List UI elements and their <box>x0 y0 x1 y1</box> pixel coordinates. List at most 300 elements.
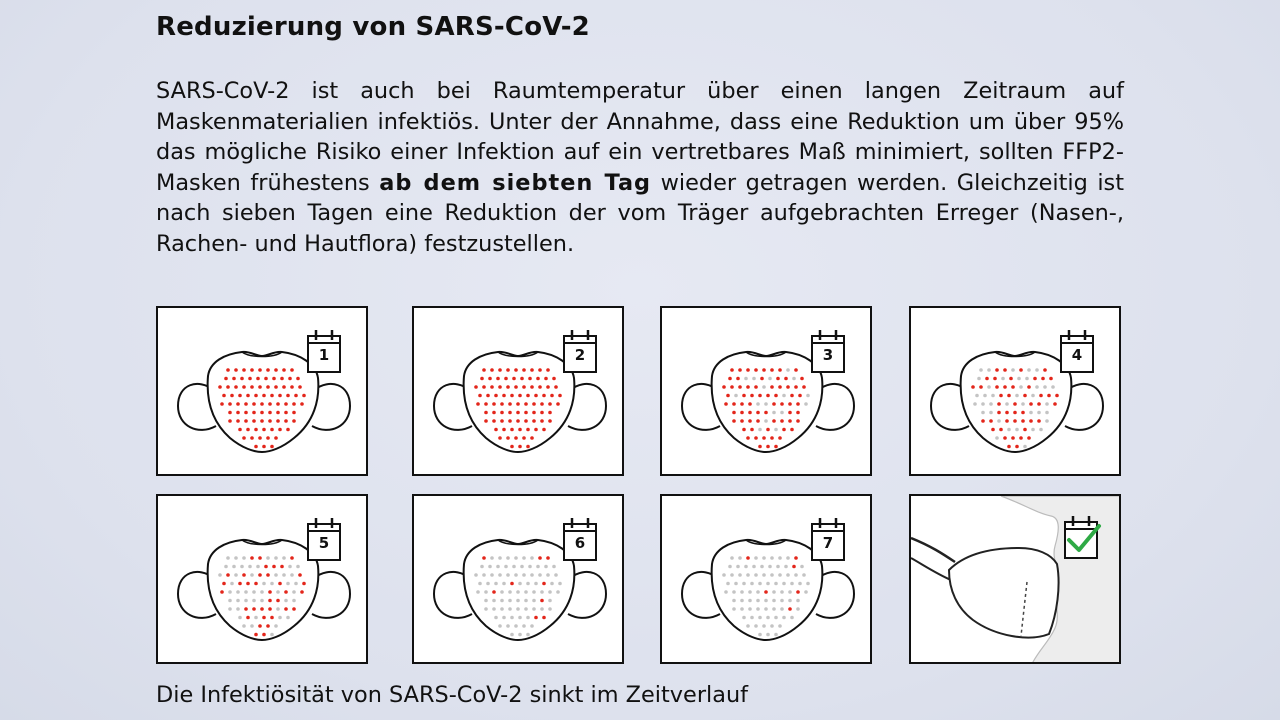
virus-dot-inactive <box>510 633 514 637</box>
virus-dot-active <box>1011 436 1015 440</box>
virus-dot-inactive <box>518 582 522 586</box>
virus-dot-active <box>274 368 278 372</box>
virus-dot-inactive <box>774 428 778 432</box>
virus-dot-inactive <box>552 565 556 569</box>
virus-dot-active <box>236 402 240 406</box>
calendar-day-number: 4 <box>1071 346 1083 364</box>
virus-dot-inactive <box>732 599 736 603</box>
virus-dot-inactive <box>796 599 800 603</box>
virus-dot-active <box>268 599 272 603</box>
virus-dot-active <box>780 419 784 423</box>
virus-dot-active <box>540 411 544 415</box>
virus-dot-inactive <box>520 565 524 569</box>
virus-dot-active <box>262 445 266 449</box>
virus-dot-active <box>254 428 258 432</box>
virus-dot-inactive <box>1017 377 1021 381</box>
virus-dot-inactive <box>516 590 520 594</box>
virus-dot-inactive <box>276 590 280 594</box>
virus-dot-active <box>246 582 250 586</box>
virus-dot-inactive <box>756 402 760 406</box>
virus-dot-inactive <box>782 616 786 620</box>
virus-dot-active <box>770 368 774 372</box>
virus-dot-active <box>722 385 726 389</box>
virus-dot-active <box>230 394 234 398</box>
virus-dot-active <box>226 573 230 577</box>
virus-dot-inactive <box>778 556 782 560</box>
virus-dot-inactive <box>290 573 294 577</box>
virus-dot-inactive <box>274 556 278 560</box>
virus-dot-active <box>234 368 238 372</box>
virus-dot-active <box>1019 436 1023 440</box>
virus-dot-inactive <box>480 565 484 569</box>
virus-dot-active <box>302 394 306 398</box>
virus-dot-inactive <box>762 556 766 560</box>
virus-dot-active <box>1027 436 1031 440</box>
virus-dot-inactive <box>282 556 286 560</box>
virus-dot-active <box>524 411 528 415</box>
virus-dot-active <box>760 377 764 381</box>
virus-dot-active <box>532 402 536 406</box>
virus-dot-inactive <box>484 599 488 603</box>
virus-dot-inactive <box>1031 428 1035 432</box>
virus-dot-active <box>788 419 792 423</box>
virus-dot-inactive <box>486 582 490 586</box>
virus-dot-active <box>762 368 766 372</box>
virus-dot-active <box>756 411 760 415</box>
virus-dot-active <box>1013 419 1017 423</box>
virus-dot-inactive <box>770 573 774 577</box>
virus-dot-active <box>482 368 486 372</box>
virus-dot-inactive <box>484 590 488 594</box>
virus-dot-inactive <box>284 599 288 603</box>
virus-dot-inactive <box>286 616 290 620</box>
virus-dot-inactive <box>518 633 522 637</box>
virus-dot-active <box>1037 402 1041 406</box>
virus-dot-active <box>796 402 800 406</box>
virus-dot-active <box>276 419 280 423</box>
virus-dot-active <box>786 385 790 389</box>
virus-dot-inactive <box>748 607 752 611</box>
virus-dot-inactive <box>744 565 748 569</box>
virus-dot-active <box>500 402 504 406</box>
virus-dot-inactive <box>981 402 985 406</box>
virus-dot-active <box>532 419 536 423</box>
virus-dot-inactive <box>498 556 502 560</box>
virus-dot-active <box>236 411 240 415</box>
virus-dot-active <box>730 385 734 389</box>
virus-dot-inactive <box>492 599 496 603</box>
virus-dot-inactive <box>508 599 512 603</box>
virus-dot-inactive <box>510 616 514 620</box>
virus-dot-active <box>550 394 554 398</box>
virus-dot-inactive <box>498 624 502 628</box>
calendar-day-number: 3 <box>822 346 834 364</box>
virus-dot-inactive <box>536 565 540 569</box>
virus-dot-inactive <box>1015 428 1019 432</box>
mask-outline <box>712 540 823 640</box>
virus-dot-active <box>252 411 256 415</box>
virus-dot-inactive <box>734 394 738 398</box>
virus-dot-inactive <box>754 556 758 560</box>
virus-dot-active <box>981 419 985 423</box>
virus-dot-active <box>774 394 778 398</box>
virus-dot-inactive <box>738 573 742 577</box>
virus-dot-inactive <box>506 573 510 577</box>
virus-dot-active <box>542 616 546 620</box>
virus-dot-inactive <box>746 573 750 577</box>
virus-dot-active <box>244 607 248 611</box>
virus-dot-active <box>750 394 754 398</box>
virus-dot-inactive <box>490 573 494 577</box>
virus-dot-inactive <box>1051 385 1055 389</box>
virus-dot-active <box>482 556 486 560</box>
virus-dot-active <box>482 385 486 389</box>
virus-dot-inactive <box>1027 368 1031 372</box>
virus-dot-active <box>240 377 244 381</box>
virus-dot-active <box>246 428 250 432</box>
virus-dot-active <box>508 411 512 415</box>
virus-dot-active <box>490 368 494 372</box>
virus-dot-inactive <box>540 607 544 611</box>
virus-dot-inactive <box>500 607 504 611</box>
virus-dot-active <box>486 394 490 398</box>
virus-dot-active <box>750 428 754 432</box>
virus-dot-active <box>266 573 270 577</box>
virus-dot-active <box>270 616 274 620</box>
virus-dot-active <box>724 402 728 406</box>
virus-dot-inactive <box>762 573 766 577</box>
virus-dot-active <box>238 582 242 586</box>
virus-dot-active <box>494 394 498 398</box>
virus-dot-active <box>266 624 270 628</box>
virus-dot-active <box>498 368 502 372</box>
virus-dot-active <box>504 377 508 381</box>
virus-dot-active <box>784 377 788 381</box>
virus-dot-inactive <box>234 556 238 560</box>
virus-dot-inactive <box>802 573 806 577</box>
virus-dot-active <box>1023 394 1027 398</box>
virus-dot-inactive <box>1029 411 1033 415</box>
virus-dot-active <box>540 419 544 423</box>
virus-dot-active <box>272 565 276 569</box>
virus-dot-active <box>728 377 732 381</box>
virus-dot-active <box>796 411 800 415</box>
virus-dot-active <box>532 411 536 415</box>
virus-dot-active <box>272 377 276 381</box>
virus-dot-active <box>278 428 282 432</box>
virus-dot-inactive <box>1045 419 1049 423</box>
virus-dot-inactive <box>772 607 776 611</box>
virus-dot-active <box>530 368 534 372</box>
virus-dot-inactive <box>979 368 983 372</box>
virus-dot-active <box>282 385 286 389</box>
virus-dot-inactive <box>766 582 770 586</box>
virus-dot-active <box>506 385 510 389</box>
virus-dot-active <box>746 385 750 389</box>
virus-dot-active <box>997 411 1001 415</box>
mask-outline <box>208 352 319 452</box>
virus-dot-active <box>492 411 496 415</box>
virus-dot-inactive <box>232 565 236 569</box>
virus-dot-active <box>524 402 528 406</box>
virus-dot-inactive <box>526 582 530 586</box>
virus-dot-inactive <box>544 565 548 569</box>
virus-dot-inactive <box>476 590 480 594</box>
virus-dot-inactive <box>276 607 280 611</box>
virus-dot-inactive <box>748 590 752 594</box>
virus-dot-inactive <box>756 607 760 611</box>
virus-dot-inactive <box>228 607 232 611</box>
virus-dot-active <box>518 445 522 449</box>
virus-dot-inactive <box>558 582 562 586</box>
virus-dot-inactive <box>530 573 534 577</box>
virus-dot-active <box>542 582 546 586</box>
paragraph-text-2: wieder getragen werden. Gleichzeitig ist nach sieben Tagen eine Reduktion der vom Träger aufgebrachten Erreger (Nasen-, Rachen- und Hautflora) festzustellen. <box>156 169 1124 257</box>
mask-panel-day-7 <box>660 494 872 664</box>
virus-dot-active <box>756 419 760 423</box>
virus-dot-active <box>1021 419 1025 423</box>
virus-dot-inactive <box>484 607 488 611</box>
mask-panel-day-5 <box>156 494 368 664</box>
virus-dot-active <box>985 377 989 381</box>
virus-dot-active <box>538 556 542 560</box>
virus-dot-active <box>780 402 784 406</box>
virus-dot-active <box>1013 402 1017 406</box>
virus-dot-active <box>252 402 256 406</box>
virus-dot-active <box>542 428 546 432</box>
virus-dot-active <box>510 428 514 432</box>
mask-outline <box>464 540 575 640</box>
virus-dot-inactive <box>474 573 478 577</box>
virus-dot-inactive <box>292 599 296 603</box>
virus-dot-inactive <box>1043 385 1047 389</box>
virus-dot-active <box>480 377 484 381</box>
virus-dot-inactive <box>722 573 726 577</box>
virus-dot-inactive <box>478 582 482 586</box>
virus-dot-active <box>742 428 746 432</box>
virus-dot-inactive <box>764 599 768 603</box>
virus-dot-active <box>748 419 752 423</box>
virus-dot-active <box>258 624 262 628</box>
virus-dot-active <box>528 377 532 381</box>
virus-dot-inactive <box>288 565 292 569</box>
virus-dot-active <box>782 428 786 432</box>
virus-dot-active <box>256 377 260 381</box>
virus-dot-active <box>1003 436 1007 440</box>
virus-dot-active <box>971 385 975 389</box>
virus-dot-inactive <box>728 565 732 569</box>
virus-dot-active <box>262 616 266 620</box>
virus-dot-inactive <box>732 590 736 594</box>
virus-dot-active <box>248 377 252 381</box>
virus-dot-inactive <box>983 394 987 398</box>
virus-dot-active <box>802 385 806 389</box>
virus-dot-active <box>264 377 268 381</box>
virus-dot-active <box>250 368 254 372</box>
virus-dot-active <box>999 428 1003 432</box>
virus-dot-inactive <box>512 565 516 569</box>
virus-dot-inactive <box>502 582 506 586</box>
virus-dot-inactive <box>764 607 768 611</box>
virus-dot-active <box>1047 394 1051 398</box>
virus-dot-inactive <box>780 607 784 611</box>
virus-dot-active <box>268 590 272 594</box>
virus-dot-active <box>558 394 562 398</box>
virus-dot-inactive <box>754 573 758 577</box>
virus-dot-active <box>266 436 270 440</box>
virus-dot-active <box>222 582 226 586</box>
virus-dot-active <box>244 411 248 415</box>
virus-dot-active <box>224 377 228 381</box>
page-title: Reduzierung von SARS-CoV-2 <box>156 12 590 42</box>
virus-dot-inactive <box>726 582 730 586</box>
virus-dot-inactive <box>786 368 790 372</box>
virus-dot-active <box>1019 368 1023 372</box>
virus-dot-active <box>490 385 494 389</box>
mask-outline <box>208 540 319 640</box>
virus-dot-active <box>794 368 798 372</box>
virus-dot-inactive <box>242 624 246 628</box>
virus-dot-inactive <box>554 573 558 577</box>
virus-dot-active <box>228 402 232 406</box>
virus-dot-inactive <box>294 582 298 586</box>
virus-dot-active <box>222 394 226 398</box>
virus-dot-inactive <box>248 565 252 569</box>
virus-dot-inactive <box>989 402 993 406</box>
virus-dot-inactive <box>989 411 993 415</box>
virus-dot-inactive <box>1037 411 1041 415</box>
virus-dot-active <box>1009 377 1013 381</box>
virus-dot-inactive <box>770 556 774 560</box>
virus-dot-inactive <box>1005 402 1009 406</box>
virus-dot-active <box>530 436 534 440</box>
calendar-day-number: 7 <box>822 534 834 552</box>
virus-dot-active <box>534 428 538 432</box>
virus-dot-active <box>526 445 530 449</box>
virus-dot-active <box>510 394 514 398</box>
virus-dot-active <box>226 385 230 389</box>
virus-dot-inactive <box>506 556 510 560</box>
virus-dot-inactive <box>498 573 502 577</box>
virus-dot-inactive <box>548 590 552 594</box>
virus-dot-active <box>520 377 524 381</box>
virus-dot-inactive <box>780 599 784 603</box>
virus-dot-inactive <box>788 599 792 603</box>
virus-dot-active <box>1003 368 1007 372</box>
calendar-day-number: 5 <box>318 534 330 552</box>
virus-dot-active <box>232 377 236 381</box>
virus-dot-inactive <box>756 590 760 594</box>
virus-dot-active <box>510 445 514 449</box>
virus-dot-active <box>732 411 736 415</box>
virus-dot-active <box>220 402 224 406</box>
virus-dot-inactive <box>780 411 784 415</box>
virus-dot-inactive <box>236 590 240 594</box>
virus-dot-inactive <box>752 377 756 381</box>
virus-dot-active <box>492 419 496 423</box>
virus-dot-active <box>530 385 534 389</box>
virus-dot-inactive <box>772 599 776 603</box>
virus-dot-inactive <box>798 582 802 586</box>
virus-dot-inactive <box>764 402 768 406</box>
virus-dot-inactive <box>282 573 286 577</box>
virus-dot-active <box>254 582 258 586</box>
mask-outline <box>961 352 1072 452</box>
virus-dot-inactive <box>740 599 744 603</box>
virus-dot-active <box>766 428 770 432</box>
mask-panel-day-3 <box>660 306 872 476</box>
virus-dot-inactive <box>228 590 232 594</box>
virus-dot-active <box>534 394 538 398</box>
virus-dot-active <box>502 428 506 432</box>
virus-dot-active <box>290 385 294 389</box>
figure-caption: Die Infektiösität von SARS-CoV-2 sinkt im Zeitverlauf <box>156 682 749 708</box>
virus-dot-inactive <box>987 385 991 389</box>
virus-dot-inactive <box>975 394 979 398</box>
virus-dot-active <box>542 394 546 398</box>
virus-dot-inactive <box>762 624 766 628</box>
virus-dot-inactive <box>796 607 800 611</box>
virus-dot-inactive <box>782 394 786 398</box>
virus-dot-inactive <box>496 565 500 569</box>
virus-dot-active <box>522 385 526 389</box>
virus-dot-active <box>290 556 294 560</box>
virus-dot-active <box>796 419 800 423</box>
virus-dot-inactive <box>766 633 770 637</box>
virus-dot-active <box>276 411 280 415</box>
virus-dot-active <box>788 411 792 415</box>
virus-dot-inactive <box>242 556 246 560</box>
virus-dot-inactive <box>488 565 492 569</box>
virus-dot-active <box>991 428 995 432</box>
virus-dot-active <box>516 411 520 415</box>
virus-dot-active <box>236 419 240 423</box>
mask-panel-wearing <box>909 494 1121 664</box>
virus-dot-active <box>1027 385 1031 389</box>
virus-dot-active <box>740 411 744 415</box>
virus-dot-inactive <box>530 556 534 560</box>
virus-dot-active <box>778 436 782 440</box>
virus-dot-inactive <box>532 590 536 594</box>
mask-panel-day-4 <box>909 306 1121 476</box>
virus-dot-inactive <box>1015 394 1019 398</box>
virus-dot-active <box>290 368 294 372</box>
virus-dot-inactive <box>286 582 290 586</box>
virus-dot-active <box>726 394 730 398</box>
virus-dot-inactive <box>766 616 770 620</box>
virus-dot-active <box>298 385 302 389</box>
virus-dot-inactive <box>1001 377 1005 381</box>
virus-dot-active <box>250 556 254 560</box>
virus-dot-inactive <box>266 556 270 560</box>
virus-dot-active <box>258 573 262 577</box>
virus-dot-active <box>510 582 514 586</box>
virus-dot-inactive <box>772 411 776 415</box>
virus-dot-active <box>746 556 750 560</box>
virus-dot-inactive <box>804 590 808 594</box>
virus-dot-inactive <box>270 582 274 586</box>
virus-dot-active <box>476 402 480 406</box>
virus-dot-active <box>800 377 804 381</box>
virus-dot-inactive <box>524 599 528 603</box>
virus-dot-inactive <box>740 590 744 594</box>
virus-dot-inactive <box>518 616 522 620</box>
virus-dot-inactive <box>774 633 778 637</box>
virus-dot-inactive <box>548 599 552 603</box>
virus-dot-inactive <box>736 565 740 569</box>
virus-dot-active <box>796 590 800 594</box>
virus-dot-active <box>772 419 776 423</box>
